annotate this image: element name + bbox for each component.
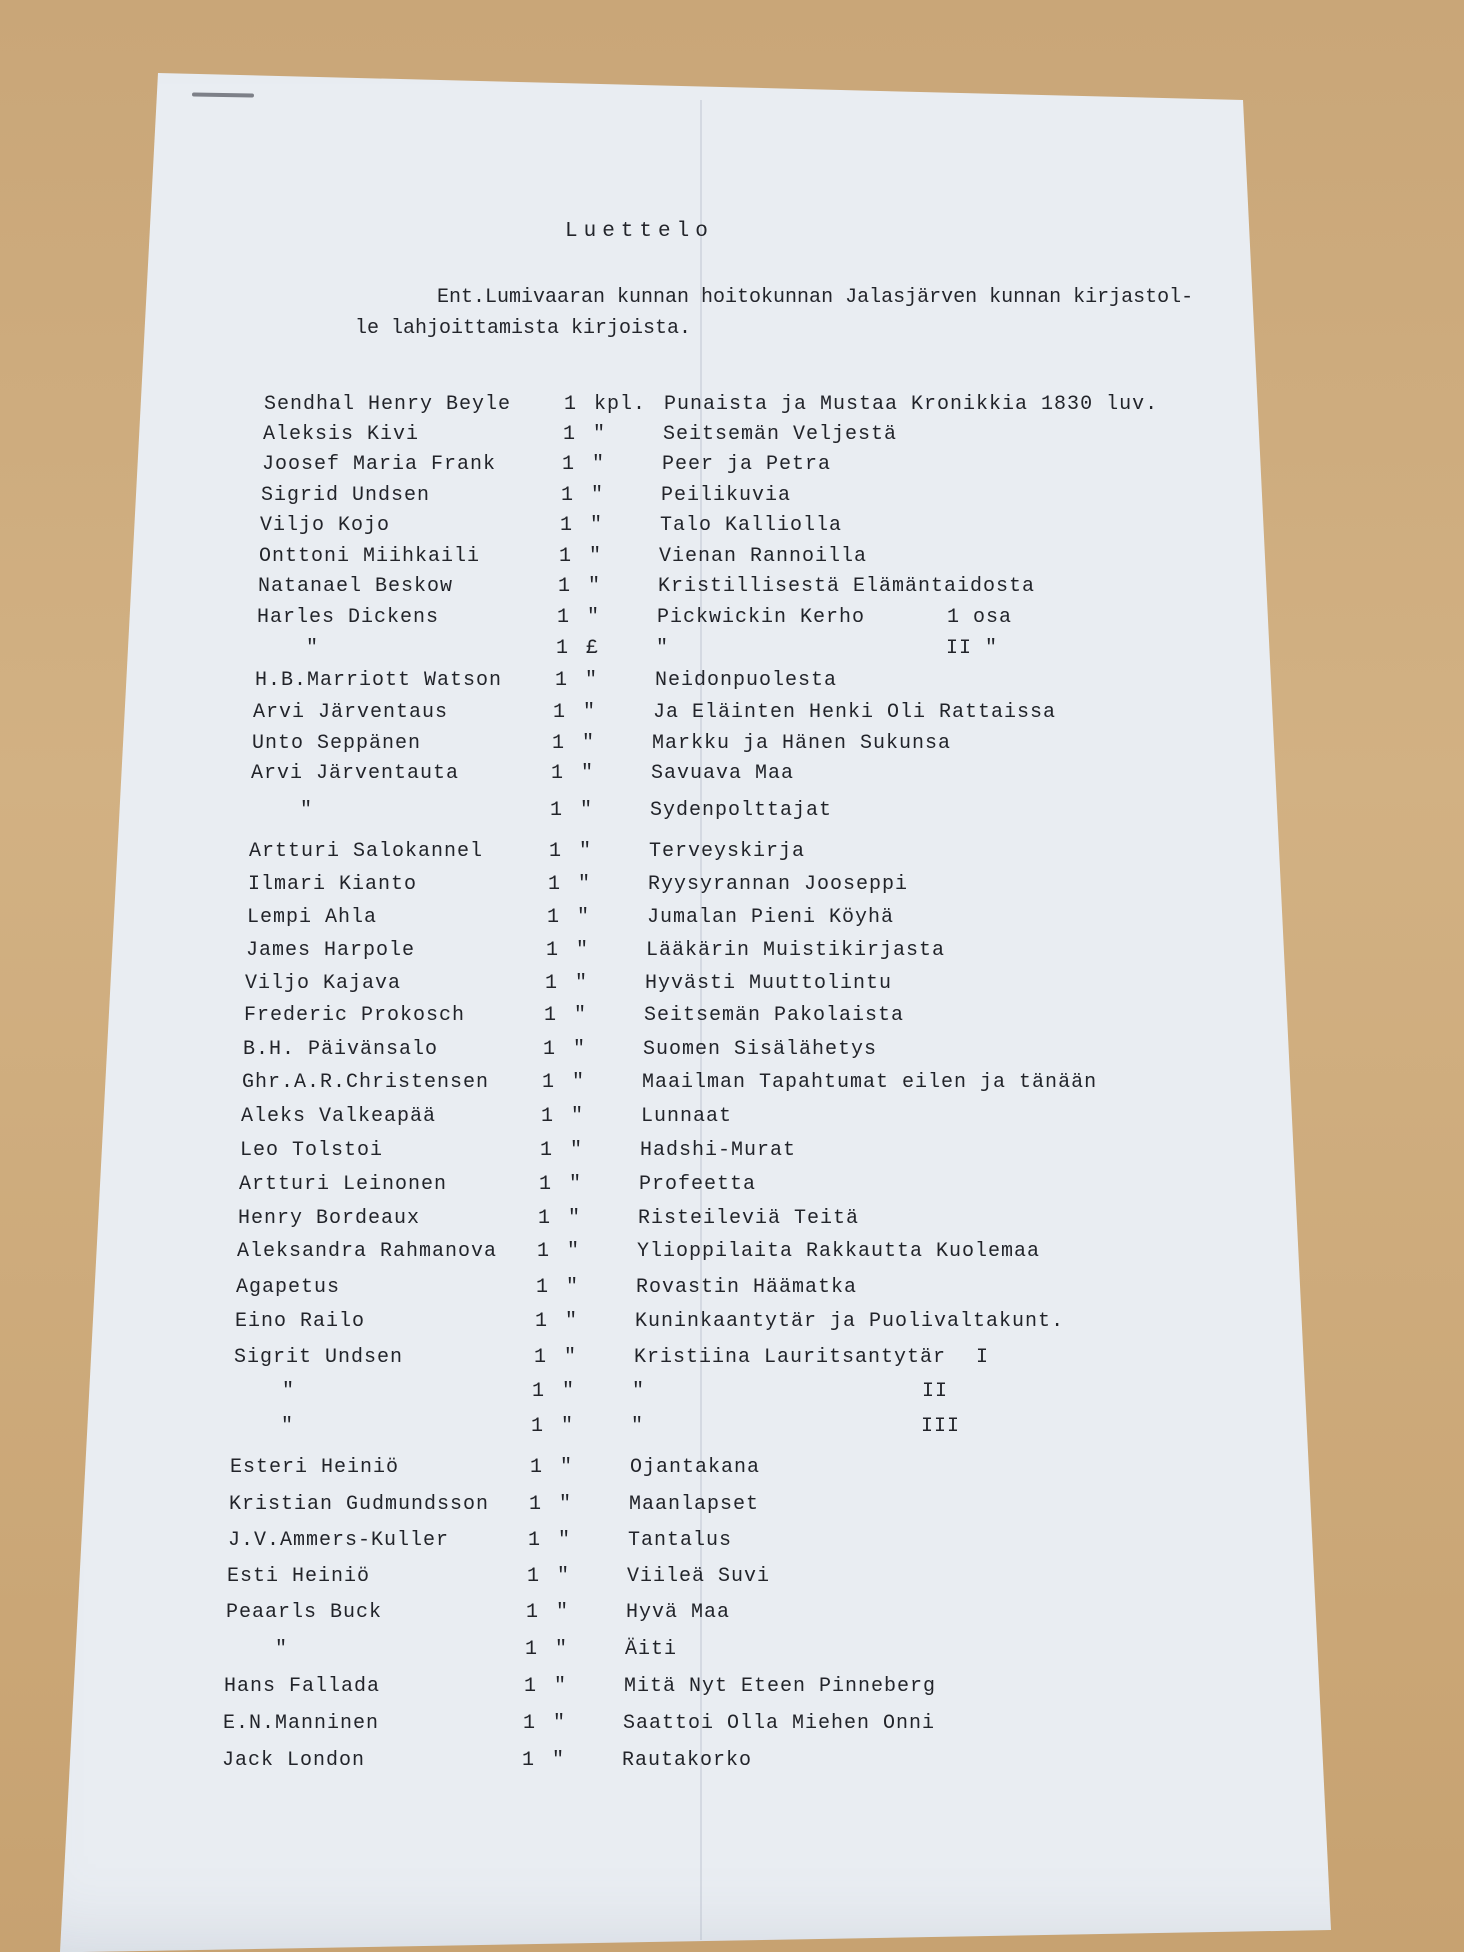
book-author: Arvi Järventaus xyxy=(253,701,449,724)
book-unit: " xyxy=(561,1415,575,1438)
book-title: Tantalus xyxy=(628,1529,733,1552)
book-author: Artturi Leinonen xyxy=(239,1173,448,1196)
book-unit: " xyxy=(566,1276,580,1299)
book-count: 1 xyxy=(522,1749,536,1772)
book-unit: " xyxy=(581,762,595,785)
book-unit: " xyxy=(571,1105,585,1128)
book-count: 1 xyxy=(525,1638,539,1661)
book-row xyxy=(256,637,1156,667)
book-count: 1 xyxy=(559,545,573,568)
book-count: 1 xyxy=(544,1004,558,1027)
intro-line-1: Ent.Lumivaaran kunnan hoitokunnan Jalasjärven kunnan kirjastol- xyxy=(437,286,1194,309)
book-title: Sydenpolttajat xyxy=(650,799,833,822)
book-row xyxy=(231,1415,1131,1445)
book-row xyxy=(259,545,1159,575)
book-count: 1 xyxy=(557,606,571,629)
book-count: 1 xyxy=(553,701,567,724)
book-count: 1 xyxy=(541,1105,555,1128)
book-title: Risteileviä Teitä xyxy=(638,1207,860,1230)
book-author: Kristian Gudmundsson xyxy=(229,1493,490,1516)
book-row xyxy=(241,1105,1141,1135)
book-author: " xyxy=(306,637,320,660)
book-row xyxy=(249,840,1149,870)
book-title: Talo Kalliolla xyxy=(660,514,843,537)
book-unit: £ xyxy=(586,637,600,660)
book-author: Sigrit Undsen xyxy=(234,1346,404,1369)
book-row xyxy=(253,701,1153,731)
book-row xyxy=(258,575,1158,605)
book-row xyxy=(228,1529,1128,1559)
book-row xyxy=(238,1207,1138,1237)
book-unit: " xyxy=(588,575,602,598)
book-title: Profeetta xyxy=(639,1173,757,1196)
book-unit: " xyxy=(562,1380,576,1403)
book-title: Lääkärin Muistikirjasta xyxy=(646,939,946,962)
book-row xyxy=(230,1456,1130,1486)
book-author: Onttoni Miihkaili xyxy=(259,545,481,568)
book-author: Ilmari Kianto xyxy=(248,873,418,896)
book-row xyxy=(237,1240,1137,1270)
book-part: III xyxy=(921,1415,961,1438)
book-row xyxy=(239,1173,1139,1203)
book-unit: " xyxy=(591,484,605,507)
book-unit: " xyxy=(573,1038,587,1061)
book-title: Kristillisestä Elämäntaidosta xyxy=(658,575,1036,598)
book-title: Savuava Maa xyxy=(651,762,795,785)
book-title: Pickwickin Kerho xyxy=(657,606,866,629)
book-count: 1 xyxy=(563,423,577,446)
book-unit: " xyxy=(552,1749,566,1772)
book-count: 1 xyxy=(527,1565,541,1588)
book-row xyxy=(234,1346,1134,1376)
book-author: Frederic Prokosch xyxy=(244,1004,466,1027)
book-author: Unto Seppänen xyxy=(252,732,422,755)
book-unit: " xyxy=(569,1173,583,1196)
book-row xyxy=(222,1749,1122,1779)
intro-line-2: le lahjoittamista kirjoista. xyxy=(355,317,692,340)
book-title: Vienan Rannoilla xyxy=(659,545,868,568)
book-count: 1 xyxy=(532,1380,546,1403)
book-row xyxy=(264,393,1164,423)
book-row xyxy=(224,1675,1124,1705)
book-title: Lunnaat xyxy=(641,1105,733,1128)
book-title: Terveyskirja xyxy=(649,840,806,863)
book-author: Viljo Kojo xyxy=(260,514,391,537)
book-author: B.H. Päivänsalo xyxy=(243,1038,439,1061)
book-author: Aleksandra Rahmanova xyxy=(237,1240,498,1263)
book-title: Hadshi-Murat xyxy=(640,1139,797,1162)
book-row xyxy=(247,906,1147,936)
book-title: Äiti xyxy=(625,1638,678,1661)
book-unit: " xyxy=(553,1712,567,1735)
book-unit: " xyxy=(558,1529,572,1552)
book-title: Hyvä Maa xyxy=(626,1601,731,1624)
book-title: Neidonpuolesta xyxy=(655,669,838,692)
book-unit: " xyxy=(572,1071,586,1094)
book-author: Natanael Beskow xyxy=(258,575,454,598)
book-row xyxy=(262,453,1162,483)
book-unit: " xyxy=(587,606,601,629)
book-unit: " xyxy=(592,453,606,476)
book-row xyxy=(260,514,1160,544)
book-count: 1 xyxy=(558,575,572,598)
book-unit: " xyxy=(575,972,589,995)
book-title: Rautakorko xyxy=(622,1749,753,1772)
book-title: Jumalan Pieni Köyhä xyxy=(647,906,895,929)
book-count: 1 xyxy=(537,1240,551,1263)
book-row xyxy=(261,484,1161,514)
book-row xyxy=(226,1601,1126,1631)
book-count: 1 xyxy=(545,972,559,995)
book-row xyxy=(263,423,1163,453)
book-row xyxy=(251,762,1151,792)
book-title: Kuninkaantytär ja Puolivaltakunt. xyxy=(635,1310,1065,1333)
book-author: Sigrid Undsen xyxy=(261,484,431,507)
book-count: 1 xyxy=(536,1276,550,1299)
book-title: Punaista ja Mustaa Kronikkia 1830 luv. xyxy=(664,393,1159,416)
book-count: 1 xyxy=(546,939,560,962)
book-row xyxy=(229,1493,1129,1523)
book-count: 1 xyxy=(556,637,570,660)
book-unit: " xyxy=(564,1346,578,1369)
book-title: Ryysyrannan Jooseppi xyxy=(648,873,909,896)
book-count: 1 xyxy=(540,1139,554,1162)
book-author: " xyxy=(300,799,314,822)
book-author: E.N.Manninen xyxy=(223,1712,380,1735)
book-part: II xyxy=(922,1380,949,1403)
book-count: 1 xyxy=(564,393,578,416)
book-count: 1 xyxy=(562,453,576,476)
book-author: Henry Bordeaux xyxy=(238,1207,421,1230)
book-count: 1 xyxy=(538,1207,552,1230)
book-title: Ylioppilaita Rakkautta Kuolemaa xyxy=(637,1240,1041,1263)
book-count: 1 xyxy=(526,1601,540,1624)
book-row xyxy=(236,1276,1136,1306)
book-row xyxy=(223,1712,1123,1742)
book-author: J.V.Ammers-Kuller xyxy=(228,1529,450,1552)
book-title: Markku ja Hänen Sukunsa xyxy=(652,732,952,755)
book-author: " xyxy=(275,1638,289,1661)
book-title: Suomen Sisälähetys xyxy=(643,1038,878,1061)
book-count: 1 xyxy=(561,484,575,507)
book-unit: " xyxy=(593,423,607,446)
book-title: Ojantakana xyxy=(630,1456,761,1479)
book-count: 1 xyxy=(543,1038,557,1061)
book-row xyxy=(240,1139,1140,1169)
book-author: Esti Heiniö xyxy=(227,1565,371,1588)
book-part: 1 osa xyxy=(947,606,1013,629)
book-unit: " xyxy=(559,1493,573,1516)
book-count: 1 xyxy=(548,873,562,896)
book-count: 1 xyxy=(531,1415,545,1438)
book-unit: " xyxy=(560,1456,574,1479)
book-count: 1 xyxy=(523,1712,537,1735)
book-row xyxy=(235,1310,1135,1340)
book-author: " xyxy=(281,1415,295,1438)
book-author: Viljo Kajava xyxy=(245,972,402,995)
book-unit: " xyxy=(567,1240,581,1263)
book-title: " xyxy=(632,1380,646,1403)
book-title: Rovastin Häämatka xyxy=(636,1276,858,1299)
book-author: Jack London xyxy=(222,1749,366,1772)
book-title: Kristiina Lauritsantytär xyxy=(634,1346,947,1369)
book-count: 1 xyxy=(542,1071,556,1094)
book-count: 1 xyxy=(560,514,574,537)
book-part: II " xyxy=(946,637,999,660)
book-title: Peer ja Petra xyxy=(662,453,832,476)
book-title: Maailman Tapahtumat eilen ja tänään xyxy=(642,1071,1098,1094)
book-unit: " xyxy=(576,939,590,962)
book-title: Maanlapset xyxy=(629,1493,760,1516)
book-count: 1 xyxy=(530,1456,544,1479)
book-author: Aleksis Kivi xyxy=(263,423,420,446)
book-row xyxy=(244,1004,1144,1034)
book-title: " xyxy=(656,637,670,660)
book-row xyxy=(246,939,1146,969)
book-row xyxy=(225,1638,1125,1668)
book-unit: " xyxy=(579,840,593,863)
book-author: Eino Railo xyxy=(235,1310,366,1333)
book-count: 1 xyxy=(529,1493,543,1516)
book-author: Aleks Valkeapää xyxy=(241,1105,437,1128)
book-unit: " xyxy=(570,1139,584,1162)
book-author: Sendhal Henry Beyle xyxy=(264,393,512,416)
book-row xyxy=(243,1038,1143,1068)
book-author: " xyxy=(282,1380,296,1403)
book-author: Lempi Ahla xyxy=(247,906,378,929)
book-unit: " xyxy=(580,799,594,822)
book-row xyxy=(252,732,1152,762)
book-unit: " xyxy=(578,873,592,896)
book-unit: " xyxy=(574,1004,588,1027)
book-count: 1 xyxy=(534,1346,548,1369)
book-unit: " xyxy=(590,514,604,537)
book-unit: " xyxy=(556,1601,570,1624)
book-author: Hans Fallada xyxy=(224,1675,381,1698)
book-title: " xyxy=(631,1415,645,1438)
book-row xyxy=(242,1071,1142,1101)
book-unit: " xyxy=(554,1675,568,1698)
book-author: Arvi Järventauta xyxy=(251,762,460,785)
book-count: 1 xyxy=(528,1529,542,1552)
book-count: 1 xyxy=(551,762,565,785)
book-unit: " xyxy=(555,1638,569,1661)
book-row xyxy=(250,799,1150,829)
book-row xyxy=(255,669,1155,699)
book-author: James Harpole xyxy=(246,939,416,962)
book-row xyxy=(227,1565,1127,1595)
book-count: 1 xyxy=(552,732,566,755)
book-title: Viileä Suvi xyxy=(627,1565,771,1588)
book-count: 1 xyxy=(555,669,569,692)
book-author: Peaarls Buck xyxy=(226,1601,383,1624)
book-title: Saattoi Olla Miehen Onni xyxy=(623,1712,936,1735)
book-count: 1 xyxy=(535,1310,549,1333)
book-title: Mitä Nyt Eteen Pinneberg xyxy=(624,1675,937,1698)
book-author: Agapetus xyxy=(236,1276,341,1299)
book-title: Peilikuvia xyxy=(661,484,792,507)
book-unit: " xyxy=(589,545,603,568)
book-unit: " xyxy=(585,669,599,692)
book-title: Seitsemän Veljestä xyxy=(663,423,898,446)
book-author: Ghr.A.R.Christensen xyxy=(242,1071,490,1094)
book-unit: kpl. xyxy=(594,393,647,416)
document-title: Luettelo xyxy=(565,220,714,243)
book-author: Leo Tolstoi xyxy=(240,1139,384,1162)
book-title: Seitsemän Pakolaista xyxy=(644,1004,905,1027)
book-row xyxy=(232,1380,1132,1410)
book-row xyxy=(248,873,1148,903)
book-row xyxy=(245,972,1145,1002)
book-count: 1 xyxy=(550,799,564,822)
book-unit: " xyxy=(565,1310,579,1333)
book-unit: " xyxy=(568,1207,582,1230)
book-unit: " xyxy=(577,906,591,929)
book-unit: " xyxy=(583,701,597,724)
book-title: Hyvästi Muuttolintu xyxy=(645,972,893,995)
book-author: Artturi Salokannel xyxy=(249,840,484,863)
book-author: Esteri Heiniö xyxy=(230,1456,400,1479)
book-unit: " xyxy=(557,1565,571,1588)
book-author: Joosef Maria Frank xyxy=(262,453,497,476)
book-row xyxy=(257,606,1157,636)
book-unit: " xyxy=(582,732,596,755)
book-part: I xyxy=(976,1346,990,1369)
book-count: 1 xyxy=(539,1173,553,1196)
book-count: 1 xyxy=(549,840,563,863)
book-count: 1 xyxy=(547,906,561,929)
book-count: 1 xyxy=(524,1675,538,1698)
book-author: Harles Dickens xyxy=(257,606,440,629)
book-author: H.B.Marriott Watson xyxy=(255,669,503,692)
book-title: Ja Eläinten Henki Oli Rattaissa xyxy=(653,701,1057,724)
